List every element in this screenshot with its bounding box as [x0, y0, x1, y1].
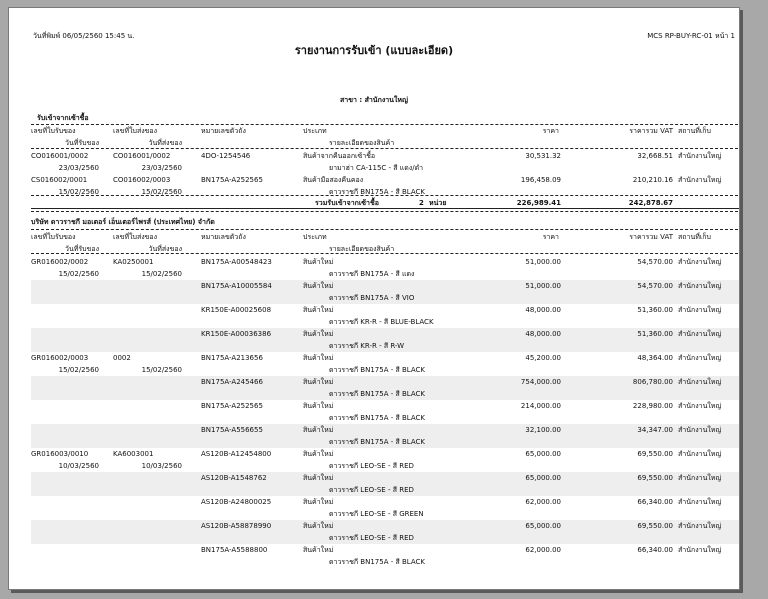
- col-price-vat: ราคารวม VAT: [629, 127, 673, 135]
- row-type: สินค้าใหม่: [303, 258, 334, 266]
- row-ref-date: 15/02/2560: [141, 188, 182, 196]
- col-type: ประเภท: [303, 233, 327, 241]
- col-detail: รายละเอียดของสินค้า: [329, 139, 395, 147]
- col-ref-no: เลขที่ใบส่งของ: [113, 127, 158, 135]
- row-price: 45,200.00: [525, 354, 561, 362]
- row-doc-no: CO016001/0002: [31, 152, 89, 160]
- row-ref-no: KA0250001: [113, 258, 154, 266]
- row-ref-date: 23/03/2560: [141, 164, 182, 172]
- row-tank-no: BN175A-A10005584: [201, 282, 272, 290]
- row-detail: ดาวราชกี KR-R - สี BLUE-BLACK: [329, 318, 434, 326]
- row-location: สำนักงานใหญ่: [678, 152, 722, 160]
- row-doc-date: 15/02/2560: [58, 270, 99, 278]
- col-ref-no: เลขที่ใบส่งของ: [113, 233, 158, 241]
- row-price-vat: 32,668.51: [637, 152, 673, 160]
- row-detail: ดาวราชกี BN175A - สี BLACK: [329, 366, 425, 374]
- row-tank-no: AS120B-A24800025: [201, 498, 272, 506]
- row-type: สินค้าใหม่: [303, 378, 334, 386]
- row-type: สินค้าใหม่: [303, 450, 334, 458]
- report-title: รายงานการรับเข้า (แบบละเอียด): [294, 44, 454, 57]
- row-price: 65,000.00: [525, 474, 561, 482]
- row-type: สินค้าใหม่: [303, 546, 334, 554]
- divider-line: [31, 124, 740, 125]
- row-type: สินค้าใหม่: [303, 306, 334, 314]
- row-detail: ดาวราชกี LEO-SE - สี GREEN: [329, 510, 424, 518]
- row-price: 65,000.00: [525, 450, 561, 458]
- row-price: 214,000.00: [520, 402, 561, 410]
- col-price: ราคา: [542, 233, 559, 241]
- row-price-vat: 69,550.00: [637, 450, 673, 458]
- row-ref-date: 15/02/2560: [141, 270, 182, 278]
- row-tank-no: KR150E-A00036386: [201, 330, 272, 338]
- row-detail: ดาวราชกี LEO-SE - สี RED: [329, 486, 414, 494]
- row-tank-no: AS120B-A1548762: [201, 474, 267, 482]
- row-price-vat: 51,360.00: [637, 330, 673, 338]
- col-ref-date: วันที่ส่งของ: [148, 245, 182, 253]
- row-price: 62,000.00: [525, 546, 561, 554]
- row-tank-no: BN175A-A213656: [201, 354, 263, 362]
- total-unit: หน่วย: [429, 199, 447, 207]
- row-tank-no: KR150E-A00025608: [201, 306, 272, 314]
- row-price: 62,000.00: [525, 498, 561, 506]
- row-price-vat: 69,550.00: [637, 474, 673, 482]
- divider-line: [31, 253, 740, 254]
- row-price: 65,000.00: [525, 522, 561, 530]
- row-doc-date: 15/02/2560: [58, 366, 99, 374]
- row-location: สำนักงานใหญ่: [678, 354, 722, 362]
- row-tank-no: BN175A-A00548423: [201, 258, 272, 266]
- row-tank-no: AS120B-A58878990: [201, 522, 272, 530]
- row-tank-no: AS120B-A12454800: [201, 450, 272, 458]
- col-detail: รายละเอียดของสินค้า: [329, 245, 395, 253]
- row-type: สินค้าใหม่: [303, 402, 334, 410]
- row-ref-no: CO016002/0003: [113, 176, 171, 184]
- row-price-vat: 806,780.00: [632, 378, 673, 386]
- col-location: สถานที่เก็บ: [678, 127, 711, 135]
- row-location: สำนักงานใหญ่: [678, 258, 722, 266]
- row-type: สินค้าใหม่: [303, 354, 334, 362]
- row-detail: ดาวราชกี BN175A - สี VIO: [329, 294, 415, 302]
- row-tank-no: BN175A-A252565: [201, 402, 263, 410]
- row-price: 30,531.32: [525, 152, 561, 160]
- row-type: สินค้าใหม่: [303, 474, 334, 482]
- group-name: บริษัท ดาวราชกี มอเตอร์ เอ็นเตอร์ไพรส์ (ประเทศไทย) จำกัด: [31, 218, 215, 226]
- row-detail: ดาวราชกี BN175A - สี BLACK: [329, 390, 425, 398]
- row-tank-no: BN175A-A5588800: [201, 546, 268, 554]
- row-price: 196,458.09: [520, 176, 561, 184]
- total-price: 226,989.41: [516, 199, 561, 207]
- row-price-vat: 210,210.16: [632, 176, 673, 184]
- row-type: สินค้าใหม่: [303, 426, 334, 434]
- row-type: สินค้าใหม่: [303, 330, 334, 338]
- divider-line: [31, 195, 740, 196]
- total-price-vat: 242,878.67: [628, 199, 673, 207]
- row-ref-date: 10/03/2560: [141, 462, 182, 470]
- row-ref-no: CO016001/0002: [113, 152, 171, 160]
- row-location: สำนักงานใหญ่: [678, 498, 722, 506]
- row-doc-date: 10/03/2560: [58, 462, 99, 470]
- row-location: สำนักงานใหญ่: [678, 426, 722, 434]
- branch-label: สาขา : สำนักงานใหญ่: [340, 96, 408, 104]
- row-price: 51,000.00: [525, 282, 561, 290]
- row-price-vat: 51,360.00: [637, 306, 673, 314]
- col-ref-date: วันที่ส่งของ: [148, 139, 182, 147]
- row-doc-no: GR016002/0003: [31, 354, 89, 362]
- row-ref-no: KA6003001: [113, 450, 154, 458]
- col-doc-date: วันที่รับของ: [65, 139, 99, 147]
- row-location: สำนักงานใหญ่: [678, 378, 722, 386]
- row-doc-date: 23/03/2560: [58, 164, 99, 172]
- row-ref-date: 15/02/2560: [141, 366, 182, 374]
- row-location: สำนักงานใหญ่: [678, 450, 722, 458]
- row-price-vat: 69,550.00: [637, 522, 673, 530]
- row-detail: ยามาฮ่า CA-115C - สี แดง/ดำ: [329, 164, 424, 172]
- row-tank-no: BN175A-A556655: [201, 426, 263, 434]
- group-name: รับเข้าจากเซ้าชื้อ: [37, 114, 89, 122]
- total-count: 2: [419, 199, 424, 207]
- row-price-vat: 66,340.00: [637, 546, 673, 554]
- row-price-vat: 34,347.00: [637, 426, 673, 434]
- row-detail: ดาวราชกี KR-R - สี R-W: [329, 342, 405, 350]
- report-page: [8, 7, 740, 590]
- row-price-vat: 54,570.00: [637, 258, 673, 266]
- row-detail: ดาวราชกี BN175A - สี แดง: [329, 270, 415, 278]
- row-type: สินค้าใหม่: [303, 282, 334, 290]
- row-price: 48,000.00: [525, 306, 561, 314]
- row-price-vat: 48,364.00: [637, 354, 673, 362]
- row-type: สินค้ามือสองคืนคอง: [303, 176, 364, 184]
- row-type: สินค้าจากคืนออกเซ้าชื้อ: [303, 152, 376, 160]
- row-location: สำนักงานใหญ่: [678, 176, 722, 184]
- row-detail: ดาวราชกี BN175A - สี BLACK: [329, 414, 425, 422]
- print-date: วันที่พิมพ์ 06/05/2560 15:45 น.: [33, 32, 135, 40]
- divider-line: [31, 211, 740, 212]
- row-location: สำนักงานใหญ่: [678, 282, 722, 290]
- total-underline: [31, 208, 740, 209]
- row-doc-no: GR016002/0002: [31, 258, 89, 266]
- row-price-vat: 66,340.00: [637, 498, 673, 506]
- row-location: สำนักงานใหญ่: [678, 306, 722, 314]
- row-location: สำนักงานใหญ่: [678, 522, 722, 530]
- row-type: สินค้าใหม่: [303, 522, 334, 530]
- row-price: 32,100.00: [525, 426, 561, 434]
- row-doc-no: CS016002/0001: [31, 176, 88, 184]
- col-tank-no: หมายเลขตัวถัง: [201, 127, 246, 135]
- row-detail: ดาวราชกี BN175A - สี BLACK: [329, 188, 425, 196]
- col-doc-no: เลขที่ใบรับของ: [31, 233, 76, 241]
- row-tank-no: BN175A-A245466: [201, 378, 263, 386]
- col-tank-no: หมายเลขตัวถัง: [201, 233, 246, 241]
- row-price: 754,000.00: [520, 378, 561, 386]
- total-label: รวมรับเข้าจากเซ้าชื้อ: [315, 199, 379, 207]
- divider-line: [31, 148, 740, 149]
- divider-line: [31, 229, 740, 230]
- row-detail: ดาวราชกี LEO-SE - สี RED: [329, 462, 414, 470]
- col-price: ราคา: [542, 127, 559, 135]
- row-location: สำนักงานใหญ่: [678, 474, 722, 482]
- row-detail: ดาวราชกี BN175A - สี BLACK: [329, 438, 425, 446]
- row-price: 51,000.00: [525, 258, 561, 266]
- col-doc-date: วันที่รับของ: [65, 245, 99, 253]
- row-price-vat: 54,570.00: [637, 282, 673, 290]
- row-price: 48,000.00: [525, 330, 561, 338]
- row-price-vat: 228,980.00: [632, 402, 673, 410]
- col-doc-no: เลขที่ใบรับของ: [31, 127, 76, 135]
- row-location: สำนักงานใหญ่: [678, 402, 722, 410]
- row-doc-date: 15/02/2560: [58, 188, 99, 196]
- row-location: สำนักงานใหญ่: [678, 546, 722, 554]
- col-location: สถานที่เก็บ: [678, 233, 711, 241]
- col-price-vat: ราคารวม VAT: [629, 233, 673, 241]
- row-tank-no: BN175A-A252565: [201, 176, 263, 184]
- report-code: MCS RP-BUY-RC-01 หน้า 1: [647, 32, 735, 40]
- row-doc-no: GR016003/0010: [31, 450, 89, 458]
- row-location: สำนักงานใหญ่: [678, 330, 722, 338]
- row-type: สินค้าใหม่: [303, 498, 334, 506]
- row-detail: ดาวราชกี BN175A - สี BLACK: [329, 558, 425, 566]
- row-detail: ดาวราชกี LEO-SE - สี RED: [329, 534, 414, 542]
- col-type: ประเภท: [303, 127, 327, 135]
- row-ref-no: 0002: [113, 354, 131, 362]
- row-tank-no: 4DO-1254546: [201, 152, 251, 160]
